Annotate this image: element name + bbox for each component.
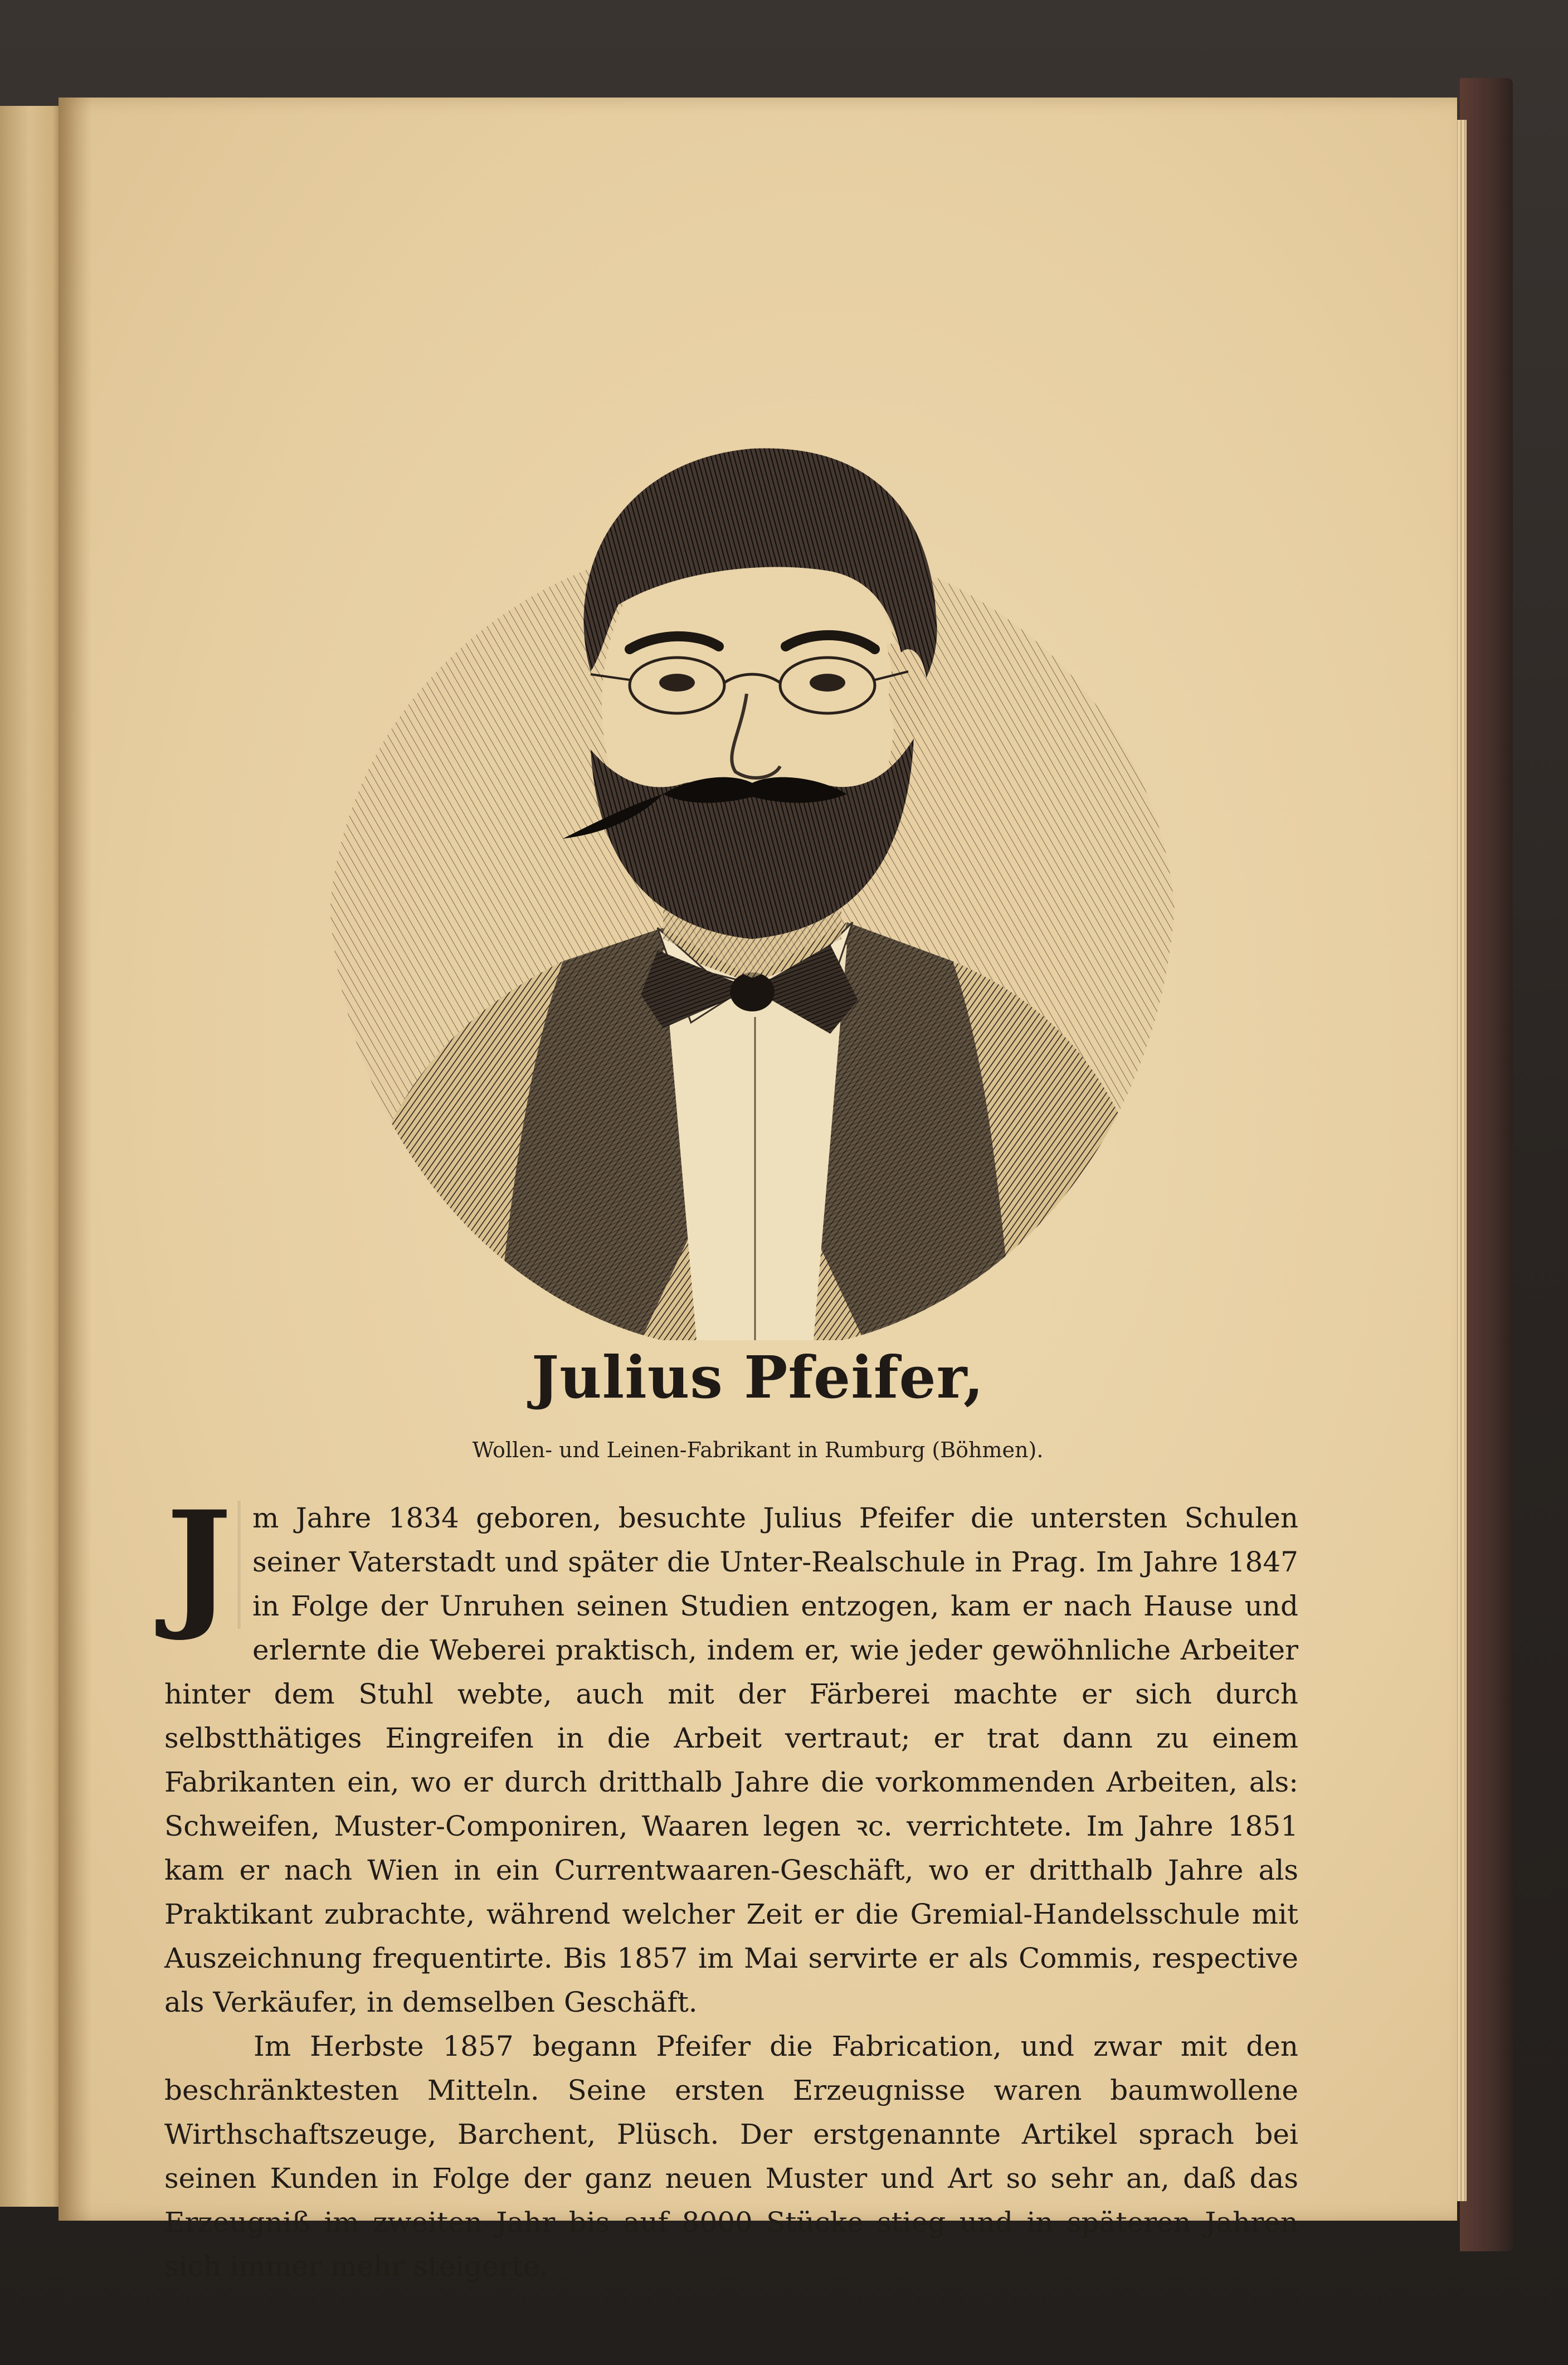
right-page (59, 98, 1457, 2283)
gutter-shadow (59, 98, 92, 2221)
paragraph-1-text: m Jahre 1834 geboren, besuchte Julius Pfeifer die untersten Schulen seiner Vaterstadt und später die Unter-Realschule in Prag. Im Jahre 1847 in Folge der Unruhen seinen Studien entzogen, kam er nach Hause und erlernte die Weberei praktisch, indem er, wie jeder gewöhnliche Arbeiter hinter dem Stuhl webte, auch mit der Färberei machte er sich durch selbstthätiges Eingreifen in die Arbeit vertraut; er trat dann zu einem Fabrikanten ein, wo er durch dritthalb Jahre die vorkommenden Arbeiten, als: Schweifen, Muster-Componiren, Waaren legen ꝛc. verrichtete. Im Jahre 1851 kam er nach Wien in ein Currentwaaren-Geschäft, wo er dritthalb Jahre als Praktikant zubrachte, während welcher Zeit er die Gremial-Handelsschule mit Auszeichnung frequentirte. Bis 1857 im Mai servirte er als Commis, respective als Verkäufer, in demselben Geschäft. (164, 1502, 1298, 2018)
caption-name: Julius Pfeifer, (531, 1343, 985, 1412)
paragraph-1 (164, 1480, 1298, 2025)
drop-cap-initial: J (160, 1501, 240, 1629)
paragraph-2: Im Herbste 1857 begann Pfeifer die Fabrication, und zwar mit den beschränktesten Mitteln. Seine ersten Erzeugnisse waren baumwollene Wirthschaftszeuge, Barchent, Plüsch. Der erstgenannte Artikel sprach bei seinen Kunden in Folge der ganz neuen Muster und Art so sehr an, daß das Erzeugniß im zweiten Jahr bis auf 8000 Stücke stieg und in späteren Jahren sich immer mehr steigerte. (164, 2030, 1298, 2283)
left-page-sliver (0, 106, 66, 2207)
book-cover-edge (1460, 78, 1513, 2251)
portrait-engraving (329, 393, 1176, 1340)
body-text (164, 1480, 1298, 2289)
caption-subtitle: Wollen- und Leinen-Fabrikant in Rumburg (Böhmen). (472, 1438, 1044, 1462)
